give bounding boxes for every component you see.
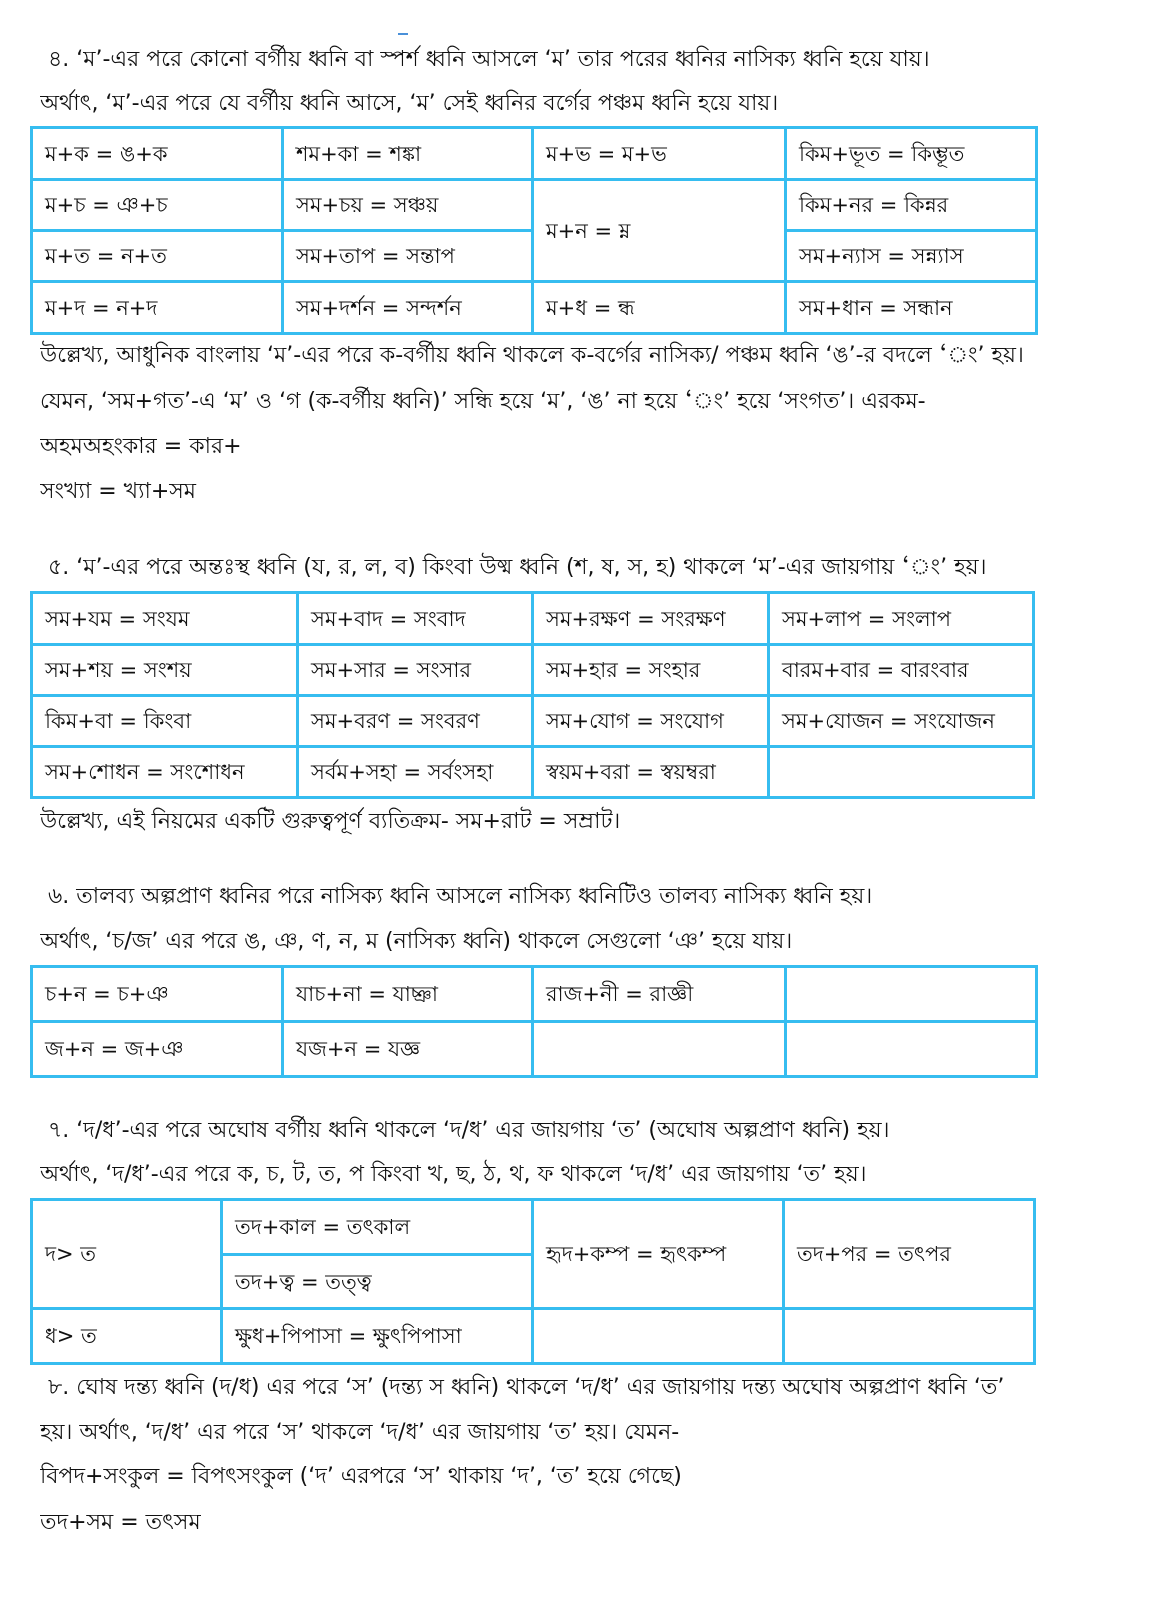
- example-text: ম+ত = ন+ত: [45, 244, 167, 268]
- example-cell: [32, 593, 298, 645]
- example-text: যজ+ন = যজ্ঞ: [296, 1037, 421, 1061]
- example-cell: [32, 128, 283, 180]
- empty-cell: [533, 1309, 784, 1364]
- example-cell: [32, 645, 298, 696]
- rule-4-example-table: [30, 126, 1038, 335]
- example-text: শম+কা = শঙ্কা: [296, 141, 422, 166]
- example-cell: [298, 645, 533, 696]
- rule-4-note-line: যেমন, ‘সম+গত’-এ ‘ম’ ও ‘গ (ক-বর্গীয় ধ্বনি)’ সন্ধি হয়ে ‘ম’, ‘ঙ’ না হয়ে ‘ং’ হয়ে ‘সংগত’। এরকম-: [40, 389, 926, 414]
- rule-8-explanation: হয়। অর্থাৎ, ‘দ/ধ’ এর পরে ‘স’ থাকলে ‘দ/ধ’ এর জায়গায় ‘ত’ হয়। যেমন-: [40, 1420, 680, 1445]
- example-text: ম+ধ = ন্ধ: [546, 295, 635, 320]
- example-cell: [32, 231, 283, 282]
- table-row: [32, 747, 1034, 798]
- example-text: কিম+ভূত = কিম্ভূত: [799, 141, 965, 166]
- example-text: সম+যোজন = সংযোজন: [782, 709, 995, 733]
- empty-cell: [784, 1309, 1035, 1364]
- table-row: [32, 180, 1037, 231]
- example-cell: [533, 282, 786, 334]
- example-cell: [283, 1022, 533, 1077]
- rule-7-explanation: অর্থাৎ, ‘দ/ধ’-এর পরে ক, চ, ট, ত, প কিংবা খ, ছ, ঠ, থ, ফ থাকলে ‘দ/ধ’ এর জায়গায় ‘ত’ হয়।: [40, 1162, 867, 1187]
- example-text: সম+শোধন = সংশোধন: [45, 760, 245, 784]
- example-cell-merged: [533, 1200, 784, 1309]
- example-text: সর্বম+সহা = সর্বংসহা: [311, 760, 494, 784]
- table-row: [32, 282, 1037, 334]
- table-row: [32, 696, 1034, 747]
- rule-7-statement: ৭. ‘দ/ধ’-এর পরে অঘোষ বর্গীয় ধ্বনি থাকলে ‘দ/ধ’ এর জায়গায় ‘ত’ (অঘোষ অল্পপ্রাণ ধ্বনি) হয়।: [48, 1118, 890, 1143]
- example-cell: [283, 282, 533, 334]
- example-text: ক্ষুধ+পিপাসা = ক্ষুৎপিপাসা: [235, 1324, 462, 1348]
- table-row: [32, 1022, 1037, 1077]
- rule-5-example-table: [30, 591, 1035, 799]
- example-cell: [298, 696, 533, 747]
- example-text: হৃদ+কম্প = হৃৎকম্প: [546, 1242, 727, 1266]
- example-cell: [283, 128, 533, 180]
- stray-mark: [398, 33, 408, 35]
- example-text: সম+দর্শন = সন্দর্শন: [296, 295, 462, 320]
- rule-5-statement: ৫. ‘ম’-এর পরে অন্তঃস্থ ধ্বনি (য, র, ল, ব) কিংবা উষ্ম ধ্বনি (শ, ষ, স, হ) থাকলে ‘ম’-এর জায়গায় ‘ং’ হয়।: [48, 555, 987, 580]
- rule-7-example-table: [30, 1198, 1036, 1365]
- rule-5-note-line: উল্লেখ্য, এই নিয়মের একটি গুরুত্বপূর্ণ ব্যতিক্রম- সম+রাট = সম্রাট।: [40, 809, 621, 834]
- table-row: [32, 593, 1034, 645]
- table-row: [32, 1200, 1035, 1255]
- table-row: [32, 645, 1034, 696]
- rule-4-statement: ৪. ‘ম’-এর পরে কোনো বর্গীয় ধ্বনি বা স্পর্শ ধ্বনি আসলে ‘ম’ তার পরের ধ্বনির নাসিক্য ধ্বনি হয়ে যায়।: [48, 47, 930, 72]
- rule-4-note-line: উল্লেখ্য, আধুনিক বাংলায় ‘ম’-এর পরে ক-বর্গীয় ধ্বনি থাকলে ক-বর্গের নাসিক্য/ পঞ্চম ধ্বনি ‘ঙ’-র বদলে ‘ং’ হয়।: [40, 343, 1024, 368]
- example-cell: [32, 180, 283, 231]
- example-cell: [786, 282, 1037, 334]
- example-cell: [533, 747, 769, 798]
- example-cell: [786, 231, 1037, 282]
- example-text: ম+ভ = ম+ভ: [546, 141, 667, 166]
- example-text: কিম+নর = কিন্নর: [799, 193, 949, 217]
- example-cell: [298, 593, 533, 645]
- example-text: বারম+বার = বারংবার: [782, 658, 969, 682]
- example-text: ম+চ = ঞ+চ: [45, 193, 168, 217]
- example-text: সম+সার = সংসার: [311, 658, 472, 682]
- example-cell: [533, 696, 769, 747]
- example-text: সম+ন্যাস = সন্ন্যাস: [799, 244, 964, 268]
- example-text: সম+বরণ = সংবরণ: [311, 709, 480, 733]
- example-text: কিম+বা = কিংবা: [45, 709, 192, 733]
- example-cell: [32, 282, 283, 334]
- example-cell-merged: [784, 1200, 1035, 1309]
- rule-8-example: বিপদ+সংকুল = বিপৎসংকুল (‘দ’ এরপরে ‘স’ থাকায় ‘দ’, ‘ত’ হয়ে গেছে): [40, 1464, 682, 1489]
- example-cell: [533, 645, 769, 696]
- rule-8-example: তদ+সম = তৎসম: [40, 1510, 201, 1535]
- change-label-cell: [32, 1309, 222, 1364]
- example-cell: [298, 747, 533, 798]
- example-text: তদ+কাল = তৎকাল: [235, 1215, 411, 1239]
- example-cell: [533, 967, 786, 1022]
- example-cell: [533, 593, 769, 645]
- example-cell: [283, 180, 533, 231]
- example-text: সম+বাদ = সংবাদ: [311, 606, 466, 631]
- example-text: চ+ন = চ+ঞ: [45, 982, 169, 1006]
- table-row: [32, 1309, 1035, 1364]
- example-text: ম+ন = ম্ন: [546, 218, 631, 243]
- example-cell: [786, 180, 1037, 231]
- example-text: ম+ক = ঙ+ক: [45, 141, 168, 166]
- rule-6-statement: ৬. তালব্য অল্পপ্রাণ ধ্বনির পরে নাসিক্য ধ্বনি আসলে নাসিক্য ধ্বনিটিও তালব্য নাসিক্য ধ্বনি হয়।: [48, 884, 873, 909]
- rule-6-example-table: [30, 965, 1038, 1078]
- example-cell: [32, 967, 283, 1022]
- example-cell: [222, 1200, 533, 1255]
- example-cell: [769, 593, 1034, 645]
- example-cell: [283, 231, 533, 282]
- example-text: সম+চয় = সঞ্চয়: [296, 193, 439, 217]
- example-text: ম+দ = ন+দ: [45, 295, 158, 320]
- example-cell: [222, 1255, 533, 1309]
- example-cell: [533, 128, 786, 180]
- example-text: তদ+ত্ব = তত্ত্ব: [235, 1269, 372, 1294]
- example-cell-merged: [533, 180, 786, 282]
- example-text: সম+যোগ = সংযোগ: [546, 709, 724, 733]
- example-cell: [32, 747, 298, 798]
- example-text: রাজ+নী = রাজ্ঞী: [546, 982, 694, 1006]
- rule-6-explanation: অর্থাৎ, ‘চ/জ’ এর পরে ঙ, ঞ, ণ, ন, ম (নাসিক্য ধ্বনি) থাকলে সেগুলো ‘ঞ’ হয়ে যায়।: [40, 929, 793, 954]
- rule-4-note-example: অহমঅহংকার = কার+: [40, 434, 242, 459]
- example-text: সম+লাপ = সংলাপ: [782, 606, 951, 631]
- example-cell: [222, 1309, 533, 1364]
- rule-8-statement: ৮. ঘোষ দন্ত্য ধ্বনি (দ/ধ) এর পরে ‘স’ (দন্ত্য স ধ্বনি) থাকলে ‘দ/ধ’ এর জায়গায় দন্ত্য অঘোষ অল্পপ্রাণ ধ্বনি ‘ত’: [48, 1375, 1005, 1400]
- example-cell: [32, 696, 298, 747]
- example-text: যাচ+না = যাচ্ঞা: [296, 982, 439, 1006]
- example-text: তদ+পর = তৎপর: [797, 1242, 951, 1266]
- example-cell: [769, 645, 1034, 696]
- change-label: দ> ত: [45, 1242, 97, 1266]
- example-text: জ+ন = জ+ঞ: [45, 1037, 184, 1061]
- change-label-cell: [32, 1200, 222, 1309]
- example-cell: [769, 696, 1034, 747]
- empty-cell: [533, 1022, 786, 1077]
- empty-cell: [786, 1022, 1037, 1077]
- empty-cell: [786, 967, 1037, 1022]
- example-text: সম+যম = সংযম: [45, 606, 190, 631]
- rule-4-explanation: অর্থাৎ, ‘ম’-এর পরে যে বর্গীয় ধ্বনি আসে, ‘ম’ সেই ধ্বনির বর্গের পঞ্চম ধ্বনি হয়ে যায়।: [40, 91, 779, 116]
- table-row: [32, 967, 1037, 1022]
- table-row: [32, 128, 1037, 180]
- example-cell: [32, 1022, 283, 1077]
- example-text: সম+শয় = সংশয়: [45, 658, 192, 682]
- empty-cell: [769, 747, 1034, 798]
- example-cell: [283, 967, 533, 1022]
- example-text: সম+তাপ = সন্তাপ: [296, 244, 455, 268]
- example-cell: [786, 128, 1037, 180]
- rule-4-note-example: সংখ্যা = খ্যা+সম: [40, 479, 197, 504]
- example-text: সম+হার = সংহার: [546, 658, 701, 682]
- example-text: সম+ধান = সন্ধান: [799, 295, 953, 320]
- example-text: স্বয়ম+বরা = স্বয়ম্বরা: [546, 760, 716, 784]
- example-text: সম+রক্ষণ = সংরক্ষণ: [546, 606, 726, 631]
- change-label: ধ> ত: [45, 1324, 97, 1348]
